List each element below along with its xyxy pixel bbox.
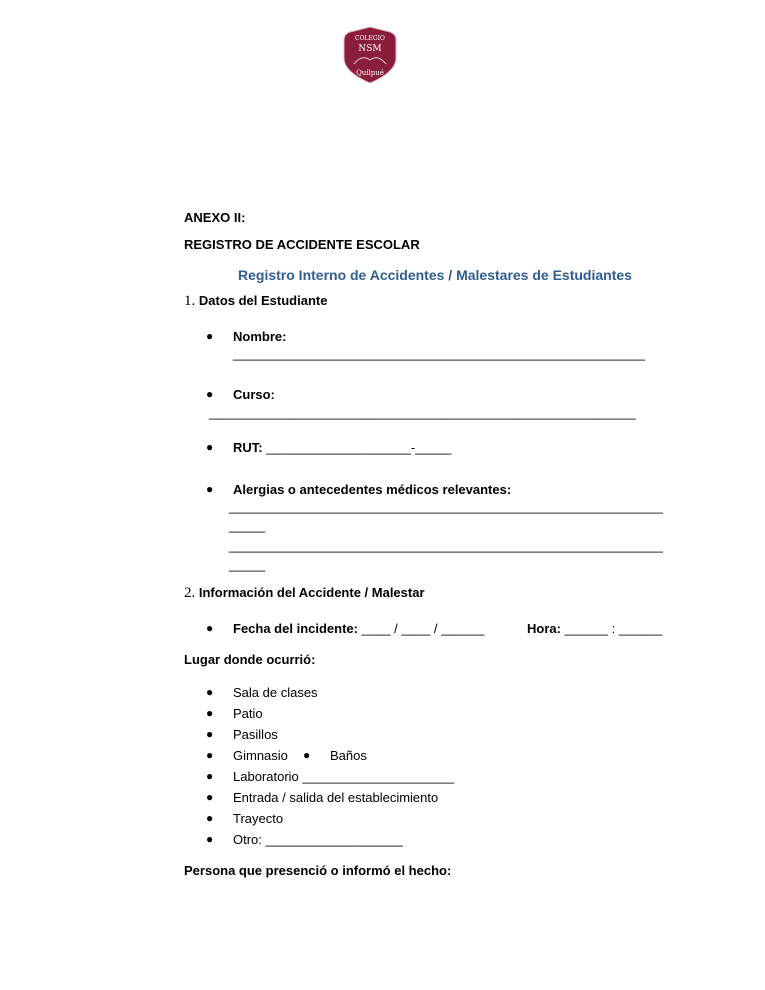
- bullet-icon: ●: [206, 621, 214, 635]
- bullet-icon: ●: [206, 329, 214, 343]
- bullet-icon: ●: [206, 811, 214, 825]
- rut-row: [233, 440, 451, 455]
- bullet-icon: ●: [206, 482, 214, 496]
- section-2-heading: [184, 585, 425, 602]
- time-label: Hora:: [527, 621, 561, 636]
- bullet-icon: ●: [206, 685, 214, 699]
- section-1-title: Datos del Estudiante: [198, 293, 328, 308]
- bullet-icon: ●: [206, 440, 214, 454]
- place-option[interactable]: Pasillos: [233, 727, 278, 742]
- date-row: [233, 621, 485, 636]
- school-logo: [342, 26, 398, 84]
- svg-text:COLEGIO: COLEGIO: [355, 35, 385, 42]
- place-option[interactable]: Laboratorio _____________________: [233, 769, 455, 784]
- name-label: Nombre:: [233, 329, 287, 344]
- witness-label: Persona que presenció o informó el hecho:: [184, 863, 452, 878]
- place-option[interactable]: Baños: [330, 748, 367, 763]
- rut-label: RUT:: [233, 440, 263, 455]
- place-option[interactable]: Entrada / salida del establecimiento: [233, 790, 439, 805]
- bullet-icon: ●: [206, 790, 214, 804]
- bullet-icon: ●: [206, 748, 214, 762]
- bullet-icon: ●: [206, 832, 214, 846]
- allergy-field-line-2[interactable]: ____________________________________________________________: [229, 538, 663, 553]
- date-field[interactable]: ____ / ____ / ______: [361, 621, 485, 636]
- form-subtitle: Registro Interno de Accidentes / Malestares de Estudiantes: [238, 267, 632, 283]
- bullet-icon: ●: [206, 387, 214, 401]
- section-2-title: Información del Accidente / Malestar: [198, 585, 425, 600]
- svg-text:Quilpué: Quilpué: [356, 69, 384, 77]
- section-2-number: 2.: [184, 585, 196, 601]
- rut-field[interactable]: ____________________-_____: [266, 440, 452, 455]
- bullet-icon: ●: [206, 706, 214, 720]
- time-row: [527, 621, 662, 636]
- name-field[interactable]: _________________________________________________________: [233, 346, 646, 361]
- place-option[interactable]: Sala de clases: [233, 685, 318, 700]
- section-1-heading: [184, 293, 327, 310]
- place-label: Lugar donde ocurrió:: [184, 652, 316, 667]
- allergy-field-line-2-cont[interactable]: _____: [229, 557, 266, 572]
- allergy-label: Alergias o antecedentes médicos relevantes:: [233, 482, 512, 497]
- course-label: Curso:: [233, 387, 275, 402]
- bullet-icon: ●: [206, 727, 214, 741]
- register-title: REGISTRO DE ACCIDENTE ESCOLAR: [184, 237, 420, 252]
- section-1-number: 1.: [184, 293, 196, 309]
- svg-text:NSM: NSM: [358, 44, 382, 54]
- course-field[interactable]: ___________________________________________________________: [209, 405, 636, 420]
- allergy-field-line-1-cont[interactable]: _____: [229, 518, 266, 533]
- bullet-icon: ●: [303, 748, 311, 762]
- bullet-icon: ●: [206, 769, 214, 783]
- time-field[interactable]: ______ : ______: [564, 621, 663, 636]
- allergy-field-line-1[interactable]: ____________________________________________________________: [229, 499, 663, 514]
- place-option[interactable]: Gimnasio: [233, 748, 288, 763]
- date-label: Fecha del incidente:: [233, 621, 358, 636]
- place-option[interactable]: Patio: [233, 706, 263, 721]
- place-option[interactable]: Trayecto: [233, 811, 284, 826]
- annex-title: ANEXO II:: [184, 210, 246, 225]
- place-option[interactable]: Otro: ___________________: [233, 832, 403, 847]
